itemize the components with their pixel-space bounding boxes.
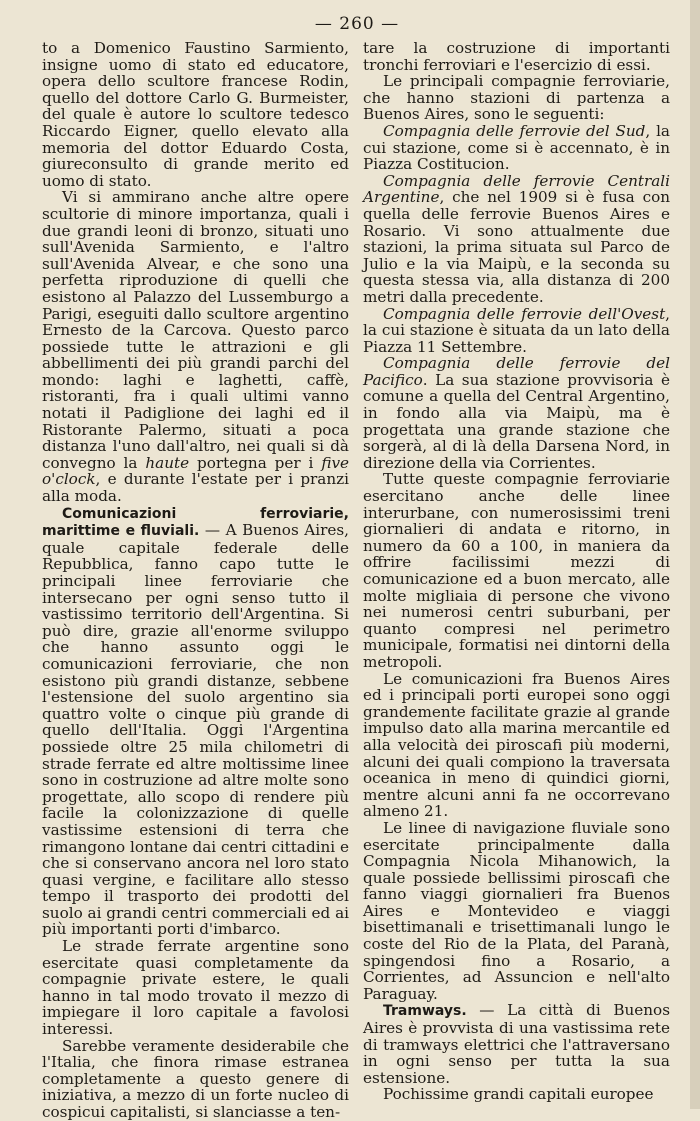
left-column <box>42 40 349 1121</box>
paragraph: Le comunicazioni fra Buenos Aires ed i principali porti europei sono oggi grandemente facilitate grazie al grande impulso dato alla marina mercantile ed alla velocità dei piroscafi più moderni, alcuni dei quali compiono la traversata oceanica in meno di quindici giorni, mentre alcuni anni fa ne occorrevano almeno 21. <box>363 669 670 821</box>
paragraph: Le principali compagnie ferroviarie, che hanno stazioni di partenza a Buenos Aires, sono le seguenti: <box>363 72 670 124</box>
italic-phrase: five o'clock <box>42 453 350 489</box>
company-entry: Compagnia delle ferrovie dell'Ovest, la cui stazione è situata da un lato della Piazza 11 Settembre. <box>363 304 670 356</box>
paragraph: tare la costruzione di importanti tronchi ferroviari e l'esercizio di essi. <box>363 39 670 74</box>
page-edge <box>690 0 700 1109</box>
paragraph: Le linee di navigazione fluviale sono esercitate principalmente dalla Compagnia Nicola Mihanowich, la quale possiede bellissimi piroscafi che fanno viaggi giornalieri fra Buenos Aires e Montevideo e viaggi bisettimanali e trisettimanali lungo le coste del Rio de la Plata, del Paranà, spingendosi fino a Rosario, a Corrientes, ad Assuncion e nell'alto Paraguay. <box>363 818 670 1003</box>
italic-word: haute <box>145 453 190 472</box>
company-name: Compagnia delle ferrovie del Sud <box>383 121 646 140</box>
section-paragraph: Tramways. — La città di Buenos Aires è provvista di una vastissima rete di tramways elettrici che l'attraversano in ogni senso per tutta la sua estensione. <box>363 1001 670 1087</box>
company-entry: Compagnia delle ferrovie del Sud, la cui stazione, come si è accennato, è in Piazza Costitucion. <box>363 121 670 174</box>
paragraph: Tutte queste compagnie ferroviarie esercitano anche delle linee interurbane, con numerosissimi treni giornalieri di andata e ritorno, in numero da 60 a 100, in maniera da offrire facilissimi mezzi di comunicazione ed a buon mercato, alle molte migliaia di persone che vivono nei numerosi centri suburbani, per quanto compresi nel perimetro municipale, formatisi nei dintorni della metropoli. <box>363 470 670 671</box>
section-heading: Tramways. <box>383 1003 467 1020</box>
paragraph: to a Domenico Faustino Sarmiento, insigne uomo di stato ed educatore, opera dello scultore francese Rodin, quello del dottore Carlo G. Burmeister, del quale è autore lo scultore tedesco Riccardo Eigner, quello elevato alla memoria del dottor Eduardo Costa, giureconsulto di grande merito ed uomo di stato. <box>42 39 349 190</box>
paragraph: Le strade ferrate argentine sono esercitate quasi completamente da compagnie private estere, le quali hanno in tal modo trovato il mezzo di impiegare il loro capitale a favolosi interessi. <box>42 937 349 1039</box>
company-name: Compagnia delle ferrovie dell'Ovest <box>383 304 666 323</box>
paragraph: Sarebbe veramente desiderabile che l'Italia, che finora rimase estranea completamente a questo genere di iniziativa, a mezzo di un forte nucleo di cospicui capitalisti, si slanciasse a ten- <box>42 1036 349 1121</box>
company-entry: Compagnia delle ferrovie del Pacifico. La sua stazione provvisoria è comune a quella del Central Argentino, in fondo alla via Maipù, ma è progettata una grande stazione che sorgerà, al di là della Darsena Nord, in direzione della via Corrientes. <box>363 354 670 472</box>
right-column <box>363 40 670 1121</box>
paragraph: Pochissime grandi capitali europee <box>383 1085 654 1104</box>
section-heading: Comunicazioni ferroviarie, marittime e fluviali. <box>42 505 349 540</box>
section-paragraph: Comunicazioni ferroviarie, marittime e fluviali. — A Buenos Aires, quale capitale federale delle Repubblica, fanno capo tutte le principali linee ferroviarie che intersecano per ogni senso tutto il vastissimo territorio dell'Argentina. Si può dire, grazie all'enorme sviluppo che hanno assunto oggi le comunicazioni ferroviarie, che non esistono più grandi distanze, sebbene l'estensione del suolo argentino sia quattro volte o cinque più grande di quello dell'Italia. Oggi l'Argentina possiede oltre 25 mila chilometri di strade ferrate ed altre moltissime linee sono in costruzione ad altre molte sono progettate, allo scopo di rendere più facile la colonizzazione di quelle vastissime estensioni di terra che rimangono lontane dai centri cittadini e che si conservano ancora nel loro stato quasi vergine, e facilitare allo stesso tempo il trasporto dei prodotti del suolo ai grandi centri commerciali ed ai più importanti porti d'imbarco. <box>42 505 349 939</box>
company-name: Compagnia delle ferrovie Centrali Argentine <box>363 171 670 207</box>
company-name: Compagnia delle ferrovie del Pacifico <box>363 354 670 389</box>
company-entry: Compagnia delle ferrovie Centrali Argentine, che nel 1909 si è fusa con quella delle ferrovie Buenos Aires e Rosario. Vi sono attualmente due stazioni, la prima situata sul Parco de Julio e la via Maipù, e la seconda su questa stessa via, alla distanza di 200 metri dalla precedente. <box>363 171 670 306</box>
text-columns <box>42 40 672 1121</box>
page-number: — 260 — <box>314 14 400 34</box>
paragraph: Vi si ammirano anche altre opere scultorie di minore importanza, quali i due grandi leoni di bronzo, situati uno sull'Avenida Sarmiento, e l'altro sull'Avenida Alvear, e che sono una perfetta riproduzione di quelli che esistono al Palazzo del Lussemburgo a Parigi, eseguiti dallo scultore argentino Ernesto de la Carcova. Questo parco possiede tutte le attrazioni e gli abbellimenti dei più grandi parchi del mondo: laghi e laghetti, caffè, ristoranti, fra i quali ultimi vanno notati il Padiglione dei laghi ed il Ristorante Palermo, situati a poca distanza l'uno dall'altro, nei quali si dà convegno la haute portegna per i five o'clock, e durante l'estate per i pranzi alla moda. <box>42 188 350 506</box>
